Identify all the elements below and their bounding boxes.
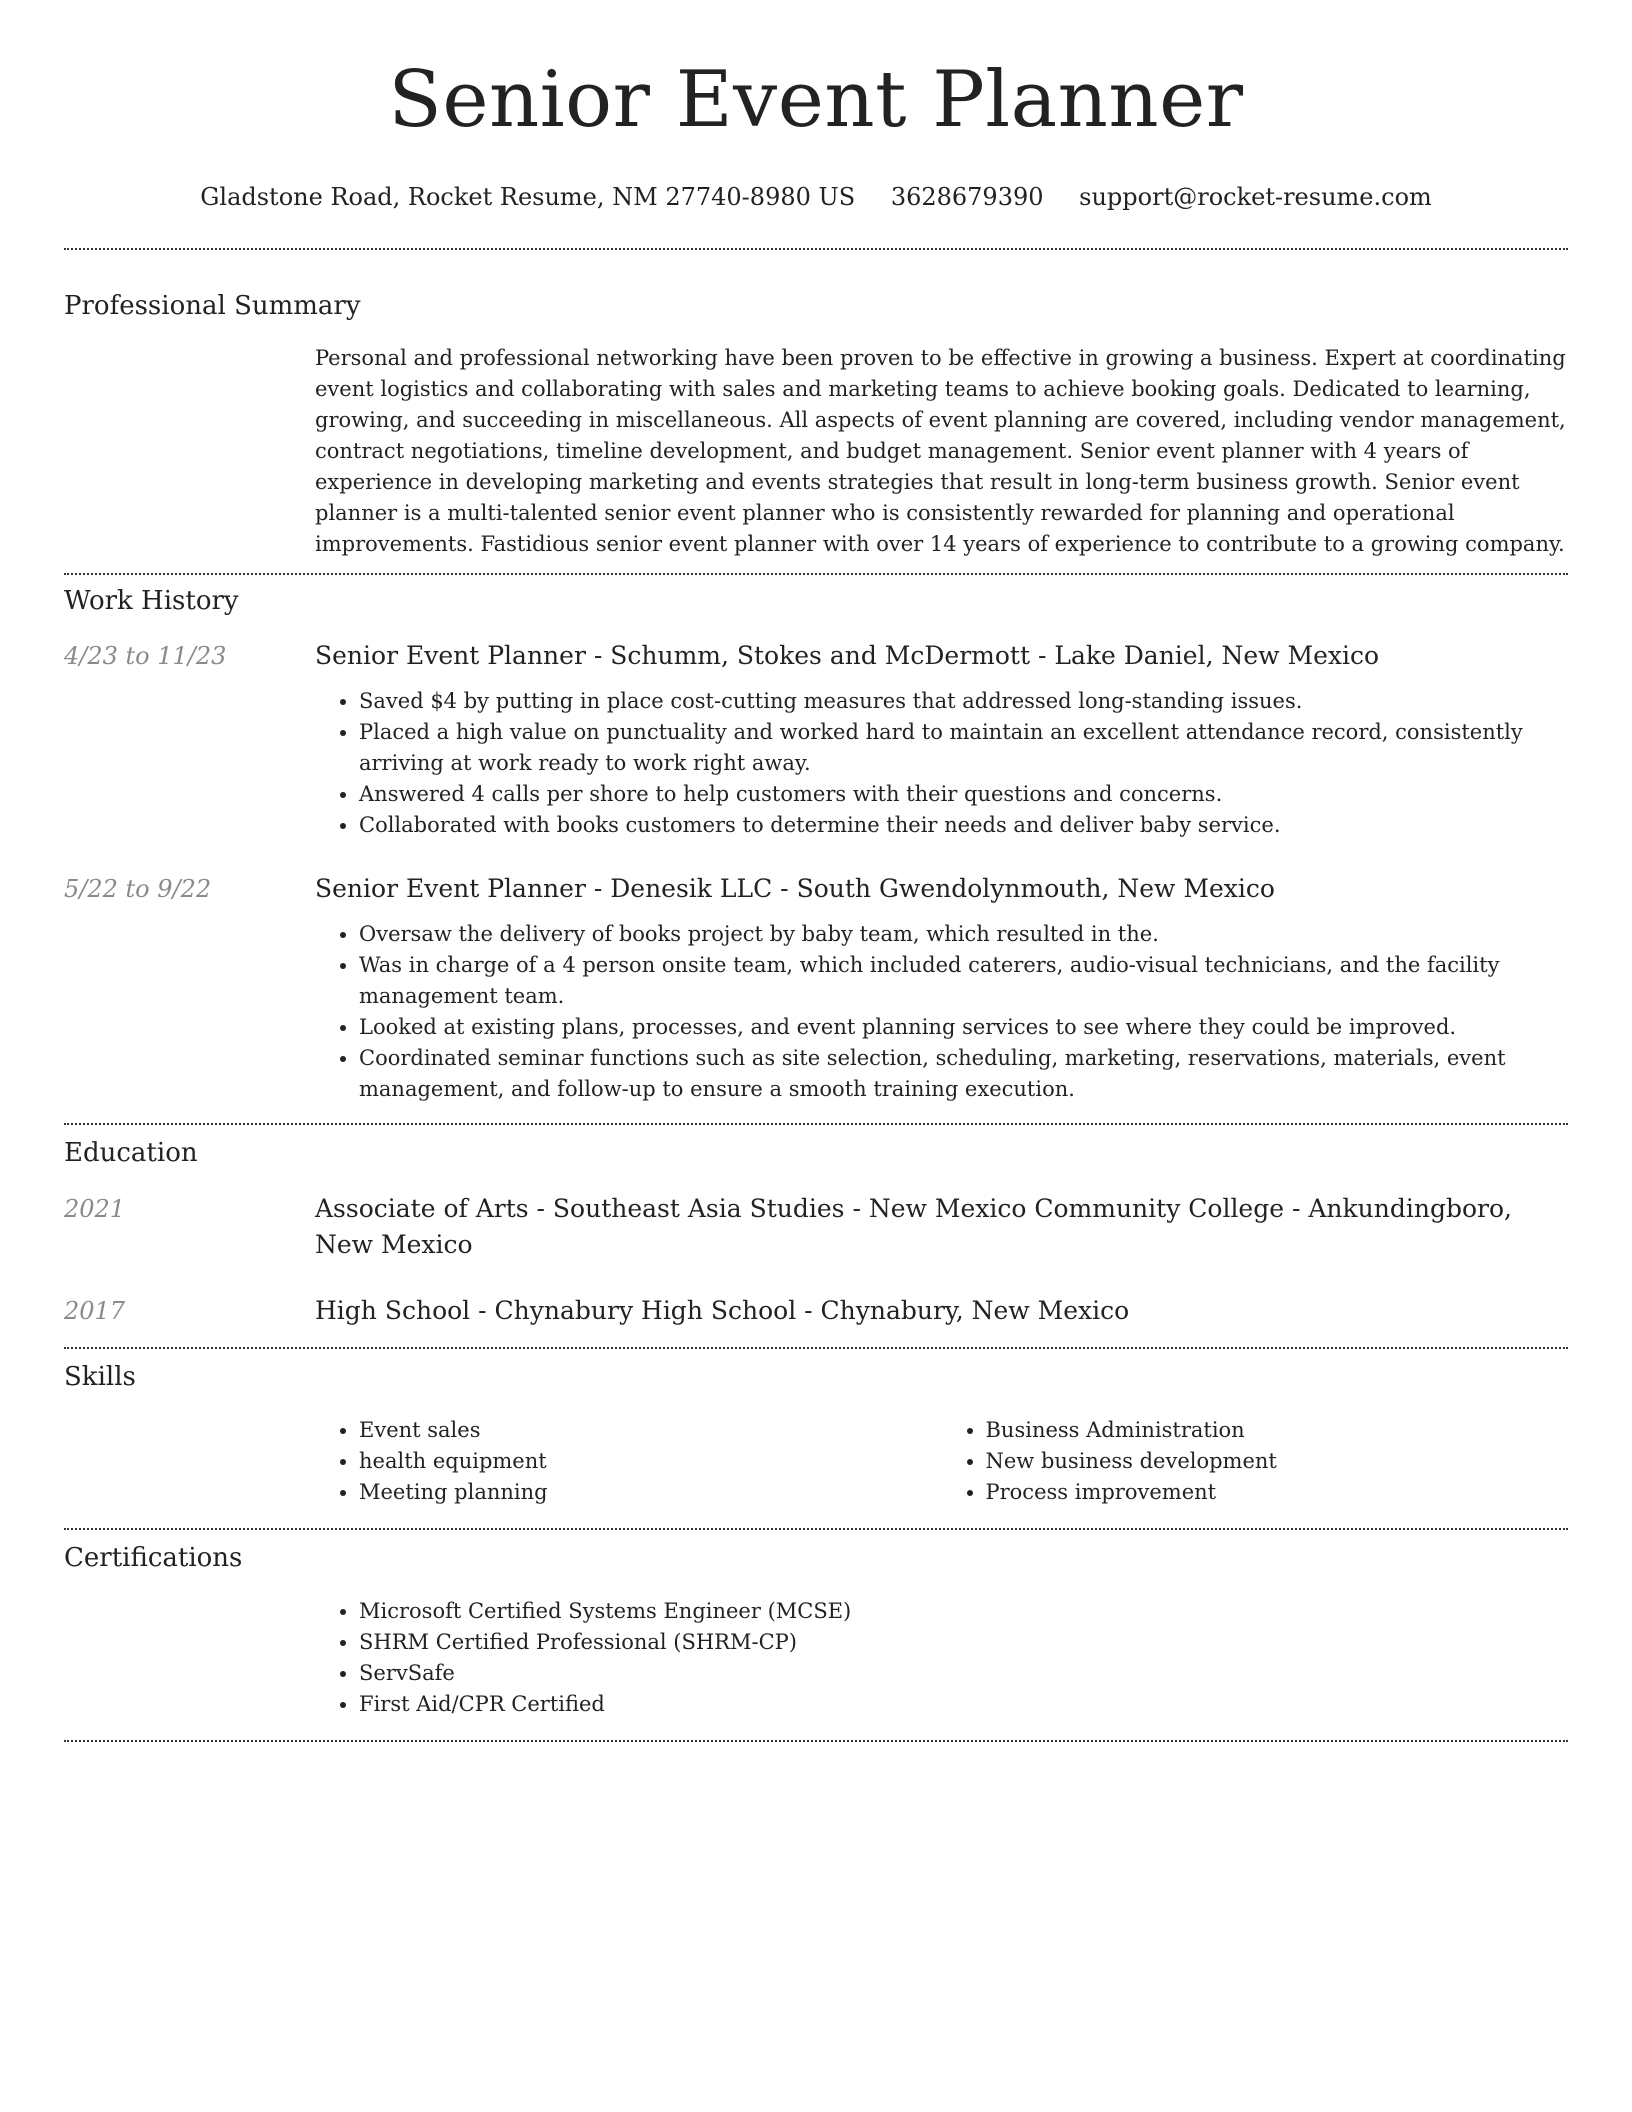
- job-bullets: [315, 686, 1568, 841]
- education-date: 2021: [64, 1195, 126, 1223]
- list-item: • health equipment: [359, 1446, 942, 1477]
- divider: [64, 248, 1568, 250]
- summary-title: Professional Summary: [64, 291, 361, 321]
- divider: [64, 1123, 1568, 1125]
- education-entry: [64, 1293, 1568, 1329]
- list-item: • Answered 4 calls per shore to help customers with their questions and concerns.: [359, 779, 1568, 810]
- list-item: • Business Administration: [986, 1415, 1569, 1446]
- job-heading: [315, 871, 1568, 907]
- work-title: Work History: [64, 586, 239, 616]
- job-entry: [64, 638, 1568, 841]
- list-item: • Placed a high value on punctuality and worked hard to maintain an excellent attendance record, consistently arriving at work ready to work right away.: [359, 717, 1568, 779]
- skills-list-right: [942, 1415, 1569, 1508]
- job-entry: [64, 871, 1568, 1105]
- list-item: • ServSafe: [359, 1658, 1568, 1689]
- divider: [64, 1528, 1568, 1530]
- list-item: • Looked at existing plans, processes, and event planning services to see where they could be improved.: [359, 1012, 1568, 1043]
- education-degree: Associate of Arts - Southeast Asia Studies: [315, 1194, 845, 1223]
- education-section: [64, 1137, 1568, 1329]
- skills-section: [64, 1361, 1568, 1508]
- education-school: - New Mexico Community College - Ankundingboro, New Mexico: [315, 1194, 1512, 1259]
- job-employer: - Denesik LLC - South Gwendolynmouth, New Mexico: [585, 874, 1275, 903]
- job-employer: - Schumm, Stokes and McDermott - Lake Daniel, New Mexico: [585, 641, 1380, 670]
- contact-phone: 3628679390: [890, 183, 1044, 211]
- list-item: • Event sales: [359, 1415, 942, 1446]
- job-heading: [315, 638, 1568, 674]
- certifications-list: [315, 1596, 1568, 1720]
- contact-line: [64, 182, 1568, 212]
- work-section: [64, 585, 1568, 1105]
- contact-email: support@rocket-resume.com: [1079, 183, 1432, 211]
- resume-name: Senior Event Planner: [388, 55, 1244, 145]
- education-school: - Chynabury High School - Chynabury, New Mexico: [470, 1296, 1130, 1325]
- education-entry: [64, 1191, 1568, 1263]
- list-item: • SHRM Certified Professional (SHRM-CP): [359, 1627, 1568, 1658]
- certifications-section: [64, 1542, 1568, 1720]
- education-date: 2017: [64, 1297, 126, 1325]
- certifications-title: Certifications: [64, 1543, 243, 1573]
- divider: [64, 573, 1568, 575]
- summary-section: [64, 290, 1568, 560]
- contact-address: Gladstone Road, Rocket Resume, NM 27740-8980 US: [200, 183, 856, 211]
- list-item: • Saved $4 by putting in place cost-cutting measures that addressed long-standing issues.: [359, 686, 1568, 717]
- list-item: • Meeting planning: [359, 1477, 942, 1508]
- job-role: Senior Event Planner: [315, 874, 586, 903]
- list-item: • Process improvement: [986, 1477, 1569, 1508]
- job-bullets: [315, 919, 1568, 1105]
- list-item: • Microsoft Certified Systems Engineer (MCSE): [359, 1596, 1568, 1627]
- list-item: • First Aid/CPR Certified: [359, 1689, 1568, 1720]
- divider: [64, 1347, 1568, 1349]
- job-role: Senior Event Planner: [315, 641, 586, 670]
- education-degree: High School: [315, 1296, 471, 1325]
- list-item: • Was in charge of a 4 person onsite team, which included caterers, audio-visual technicians, and the facility management team.: [359, 950, 1568, 1012]
- job-date: 5/22 to 9/22: [64, 875, 212, 903]
- skills-title: Skills: [64, 1362, 136, 1392]
- education-heading: [315, 1191, 1568, 1263]
- list-item: • Collaborated with books customers to determine their needs and deliver baby service.: [359, 810, 1568, 841]
- list-item: • Coordinated seminar functions such as site selection, scheduling, marketing, reservations, materials, event management, and follow-up to ensure a smooth training execution.: [359, 1043, 1568, 1105]
- skills-list-left: [315, 1415, 942, 1508]
- summary-text: Personal and professional networking have been proven to be effective in growing a business. Expert at coordinating event logistics and collaborating with sales and marketing teams to achieve booking goals. Dedicated to learning, growing, and succeeding in miscellaneous. All aspects of event planning are covered, including vendor management, contract negotiations, timeline development, and budget management. Senior event planner with 4 years of experience in developing marketing and events strategies that result in long-term business growth. Senior event planner is a multi-talented senior event planner who is consistently rewarded for planning and operational improvements. Fastidious senior event planner with over 14 years of experience to contribute to a growing company.: [315, 346, 1566, 556]
- job-date: 4/23 to 11/23: [64, 642, 227, 670]
- list-item: • Oversaw the delivery of books project by baby team, which resulted in the.: [359, 919, 1568, 950]
- education-title: Education: [64, 1138, 198, 1168]
- list-item: • New business development: [986, 1446, 1569, 1477]
- education-heading: [315, 1293, 1568, 1329]
- divider: [64, 1740, 1568, 1742]
